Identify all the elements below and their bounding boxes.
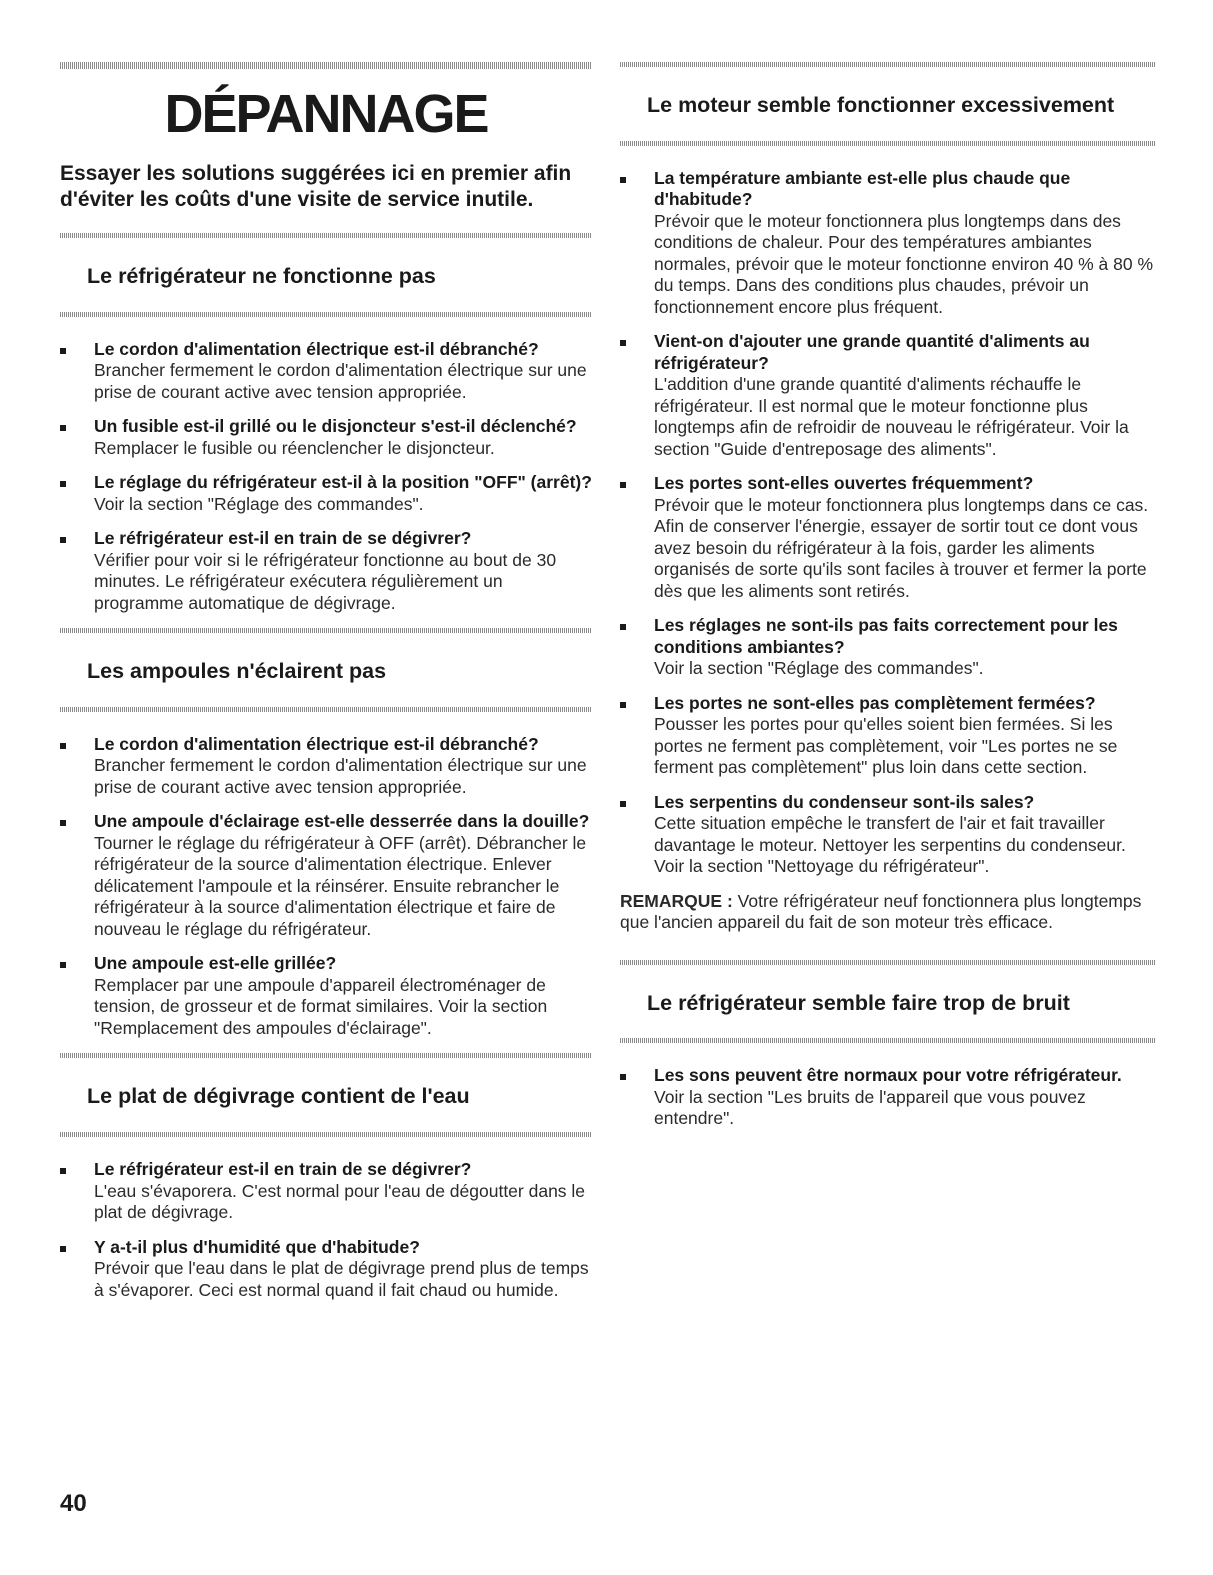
square-bullet-icon xyxy=(60,348,66,354)
faq-question: Le cordon d'alimentation électrique est-il débranché? xyxy=(94,733,539,754)
section-rule-bottom xyxy=(620,141,1155,146)
page-number: 40 xyxy=(60,1490,87,1517)
left-sections xyxy=(60,233,592,1301)
section-title: Le réfrigérateur semble faire trop de bruit xyxy=(647,990,1070,1015)
faq-answer: Prévoir que le moteur fonctionnera plus longtemps dans des conditions de chaleur. Pour des températures ambiantes normales, prévoir que le moteur fonctionne environ 40 % à 80 % du temps. Dans des conditions plus chaudes, prévoir un fonctionnement encore plus fréquent. xyxy=(654,210,1154,317)
faq-item xyxy=(60,1159,592,1224)
section-rule-top xyxy=(60,628,592,633)
faq-item xyxy=(60,811,592,940)
square-bullet-icon xyxy=(60,481,66,487)
square-bullet-icon xyxy=(60,425,66,431)
section-header xyxy=(60,628,592,712)
note-label: REMARQUE : xyxy=(620,890,733,911)
square-bullet-icon xyxy=(60,537,66,543)
section-rule-top xyxy=(620,960,1155,965)
section-title: Le réfrigérateur ne fonctionne pas xyxy=(87,263,436,288)
faq-answer: Vérifier pour voir si le réfrigérateur fonctionne au bout de 30 minutes. Le réfrigérateur exécutera régulièrement un programme automatique de dégivrage. xyxy=(94,549,557,613)
troubleshooting-section xyxy=(60,1053,592,1301)
section-header xyxy=(60,233,592,317)
faq-question: Les portes sont-elles ouvertes fréquemment? xyxy=(654,473,1034,494)
section-title: Le moteur semble fonctionner excessivement xyxy=(647,92,1115,117)
faq-question: Le cordon d'alimentation électrique est-il débranché? xyxy=(94,338,539,359)
faq-item xyxy=(60,734,592,799)
section-title: Les ampoules n'éclairent pas xyxy=(87,659,387,684)
faq-question: Vient-on d'ajouter une grande quantité d'aliments au réfrigérateur? xyxy=(654,331,1090,373)
section-rule-bottom xyxy=(60,707,592,712)
faq-answer: Voir la section "Réglage des commandes". xyxy=(94,493,424,514)
square-bullet-icon xyxy=(620,624,626,630)
faq-answer: L'eau s'évaporera. C'est normal pour l'eau de dégoutter dans le plat de dégivrage. xyxy=(94,1180,586,1223)
faq-answer: Tourner le réglage du réfrigérateur à OFF (arrêt). Débrancher le réfrigérateur de la source d'alimentation électrique. Enlever délicatement l'ampoule et la réinsérer. Ensuite rebrancher le réfrigérateur à la source d'alimentation électrique et faire de nouveau le réglage du réfrigérateur. xyxy=(94,832,587,939)
square-bullet-icon xyxy=(620,340,626,346)
square-bullet-icon xyxy=(620,1074,626,1080)
faq-question: Un fusible est-il grillé ou le disjoncteur s'est-il déclenché? xyxy=(94,416,577,437)
square-bullet-icon xyxy=(60,962,66,968)
faq-question: Le réfrigérateur est-il en train de se dégivrer? xyxy=(94,1159,472,1180)
faq-answer: Prévoir que le moteur fonctionnera plus longtemps dans ce cas. Afin de conserver l'énergie, essayer de sortir tout ce dont vous avez besoin du réfrigérateur à la fois, garder les aliments organisés de sorte qu'ils sont faciles à trouver et fermer la porte dès que les aliments sont retirés. xyxy=(654,494,1149,601)
troubleshooting-section xyxy=(60,628,592,1039)
square-bullet-icon xyxy=(60,820,66,826)
section-rule-bottom xyxy=(60,1132,592,1137)
faq-question: Les réglages ne sont-ils pas faits correctement pour les conditions ambiantes? xyxy=(654,615,1118,657)
square-bullet-icon xyxy=(60,1168,66,1174)
left-column xyxy=(60,62,592,1315)
faq-item xyxy=(620,615,1155,680)
faq-question: Les serpentins du condenseur sont-ils sales? xyxy=(654,791,1035,812)
faq-item xyxy=(620,473,1155,602)
intro-text: Essayer les solutions suggérées ici en premier afin d'éviter les coûts d'une visite de service inutile. xyxy=(60,162,572,211)
square-bullet-icon xyxy=(60,1246,66,1252)
section-rule-bottom xyxy=(620,1038,1155,1043)
faq-question: Une ampoule d'éclairage est-elle desserrée dans la douille? xyxy=(94,811,590,832)
section-rule-top xyxy=(620,62,1155,67)
faq-item xyxy=(620,168,1155,319)
faq-answer: Pousser les portes pour qu'elles soient bien fermées. Si les portes ne ferment pas complètement, voir "Les portes ne se ferment pas complètement" plus loin dans cette section. xyxy=(654,714,1118,778)
section-header xyxy=(60,1053,592,1137)
note-paragraph xyxy=(620,891,1155,934)
section-rule-bottom xyxy=(60,312,592,317)
faq-answer: Remplacer le fusible ou réenclencher le disjoncteur. xyxy=(94,437,495,458)
section-header xyxy=(620,960,1155,1044)
faq-answer: Voir la section "Réglage des commandes". xyxy=(654,658,984,679)
right-sections xyxy=(620,62,1155,1130)
faq-question: Le réfrigérateur est-il en train de se dégivrer? xyxy=(94,528,472,549)
faq-question: Les portes ne sont-elles pas complètement fermées? xyxy=(654,692,1096,713)
faq-question: Une ampoule est-elle grillée? xyxy=(94,953,337,974)
faq-answer: Voir la section "Les bruits de l'appareil que vous pouvez entendre". xyxy=(654,1086,1086,1129)
square-bullet-icon xyxy=(620,482,626,488)
faq-answer: Brancher fermement le cordon d'alimentation électrique sur une prise de courant active avec tension appropriée. xyxy=(94,360,587,402)
square-bullet-icon xyxy=(620,177,626,183)
faq-item xyxy=(60,1237,592,1302)
faq-item xyxy=(620,1065,1155,1130)
troubleshooting-section xyxy=(60,233,592,614)
faq-answer: L'addition d'une grande quantité d'aliments réchauffe le réfrigérateur. Il est normal que le moteur fonctionne plus longtemps afin de refroidir de nouveau le réfrigérateur. Voir la section "Guide d'entreposage des aliments". xyxy=(654,374,1129,459)
faq-answer: Brancher fermement le cordon d'alimentation électrique sur une prise de courant active avec tension appropriée. xyxy=(94,755,587,797)
section-rule-top xyxy=(60,233,592,238)
faq-question: Le réglage du réfrigérateur est-il à la position "OFF" (arrêt)? xyxy=(94,472,592,493)
faq-item xyxy=(620,792,1155,878)
faq-item xyxy=(620,331,1155,460)
section-rule-top xyxy=(60,1053,592,1058)
troubleshooting-section xyxy=(620,62,1155,934)
faq-answer: Remplacer par une ampoule d'appareil électroménager de tension, de grosseur et de format similaires. Voir la section "Remplacement des ampoules d'éclairage". xyxy=(94,974,548,1038)
title-rule xyxy=(60,62,592,69)
section-header xyxy=(620,62,1155,146)
square-bullet-icon xyxy=(620,702,626,708)
square-bullet-icon xyxy=(620,801,626,807)
faq-question: La température ambiante est-elle plus chaude que d'habitude? xyxy=(654,167,1071,210)
troubleshooting-section xyxy=(620,960,1155,1130)
faq-item xyxy=(60,528,592,614)
faq-item xyxy=(60,416,592,459)
faq-question: Les sons peuvent être normaux pour votre réfrigérateur. xyxy=(654,1065,1122,1086)
faq-item xyxy=(620,693,1155,779)
page-title: DÉPANNAGE xyxy=(164,84,488,144)
square-bullet-icon xyxy=(60,743,66,749)
faq-item xyxy=(60,339,592,404)
section-title: Le plat de dégivrage contient de l'eau xyxy=(87,1084,470,1109)
note-text: Votre réfrigérateur neuf fonctionnera plus longtemps que l'ancien appareil du fait de son moteur très efficace. xyxy=(620,890,1142,933)
right-column xyxy=(620,62,1155,1144)
faq-answer: Cette situation empêche le transfert de l'air et fait travailler davantage le moteur. Nettoyer les serpentins du condenseur. Voir la section "Nettoyage du réfrigérateur". xyxy=(654,813,1126,877)
faq-question: Y a-t-il plus d'humidité que d'habitude? xyxy=(94,1236,420,1257)
faq-item xyxy=(60,472,592,515)
faq-item xyxy=(60,953,592,1039)
faq-answer: Prévoir que l'eau dans le plat de dégivrage prend plus de temps à s'évaporer. Ceci est normal quand il fait chaud ou humide. xyxy=(94,1258,589,1300)
